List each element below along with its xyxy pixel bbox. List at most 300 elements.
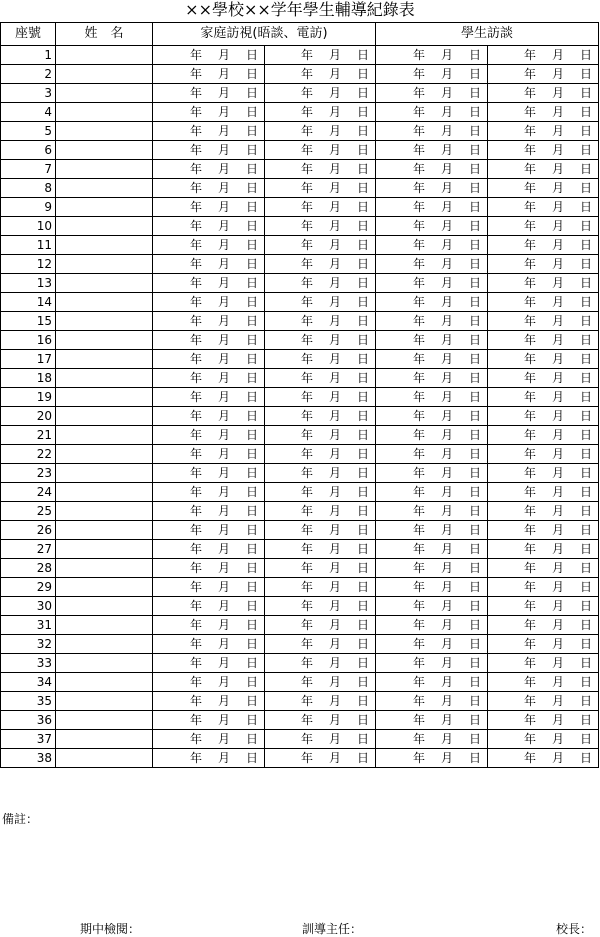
seat-number: 4 [1,103,56,122]
date-part-label: 月 [328,618,341,632]
student-interview-date-1[interactable] [376,483,488,502]
date-part-label: 年 [412,618,425,632]
date-part-label: 日 [580,599,593,613]
date-part-label: 年 [412,295,425,309]
student-interview-date-2[interactable] [488,483,599,502]
home-visit-date-1[interactable] [153,236,265,255]
date-part-label: 日 [245,143,258,157]
home-visit-date-2[interactable] [265,331,376,350]
name-cell[interactable] [56,103,153,122]
date-part-label: 月 [552,86,565,100]
home-visit-date-2[interactable] [265,502,376,521]
date-part-label: 年 [300,732,313,746]
date-part-label: 年 [412,200,425,214]
date-part-label: 年 [300,48,313,62]
home-visit-date-1[interactable] [153,122,265,141]
date-part-label: 日 [356,48,369,62]
name-cell[interactable] [56,730,153,749]
student-interview-date-1[interactable] [376,198,488,217]
home-visit-date-1[interactable] [153,331,265,350]
seat-number: 35 [1,692,56,711]
date-part-label: 年 [300,523,313,537]
table-row [1,103,599,122]
date-part-label: 日 [468,561,481,575]
date-part-label: 日 [580,447,593,461]
date-part-label: 年 [524,542,537,556]
name-cell[interactable] [56,426,153,445]
home-visit-date-2[interactable] [265,521,376,540]
student-interview-date-1[interactable] [376,65,488,84]
home-visit-date-1[interactable] [153,578,265,597]
student-interview-date-2[interactable] [488,46,599,65]
name-cell[interactable] [56,369,153,388]
home-visit-date-1[interactable] [153,635,265,654]
home-visit-date-2[interactable] [265,122,376,141]
date-part-label: 年 [524,485,537,499]
student-interview-date-2[interactable] [488,502,599,521]
home-visit-date-1[interactable] [153,464,265,483]
home-visit-date-1[interactable] [153,198,265,217]
name-cell[interactable] [56,521,153,540]
home-visit-date-2[interactable] [265,540,376,559]
home-visit-date-1[interactable] [153,350,265,369]
date-part-label: 月 [328,713,341,727]
student-interview-date-2[interactable] [488,388,599,407]
home-visit-date-1[interactable] [153,274,265,293]
date-part-label: 年 [300,694,313,708]
student-interview-date-1[interactable] [376,236,488,255]
home-visit-date-2[interactable] [265,635,376,654]
date-part-label: 年 [412,485,425,499]
home-visit-date-2[interactable] [265,198,376,217]
date-part-label: 月 [552,124,565,138]
date-part-label: 日 [468,447,481,461]
student-interview-date-2[interactable] [488,65,599,84]
home-visit-date-2[interactable] [265,46,376,65]
name-cell[interactable] [56,407,153,426]
date-part-label: 月 [328,276,341,290]
student-interview-date-2[interactable] [488,464,599,483]
midterm-review-label: 期中檢閱： [80,922,141,936]
date-part-label: 月 [217,504,230,518]
home-visit-date-2[interactable] [265,293,376,312]
table-row [1,578,599,597]
date-part-label: 年 [524,390,537,404]
home-visit-date-1[interactable] [153,388,265,407]
home-visit-date-2[interactable] [265,103,376,122]
date-part-label: 日 [245,124,258,138]
name-cell[interactable] [56,388,153,407]
student-interview-date-1[interactable] [376,445,488,464]
date-part-label: 月 [217,542,230,556]
name-cell[interactable] [56,46,153,65]
seat-number: 28 [1,559,56,578]
home-visit-date-2[interactable] [265,407,376,426]
date-part-label: 月 [440,238,453,252]
student-interview-date-1[interactable] [376,179,488,198]
name-cell[interactable] [56,578,153,597]
student-interview-date-1[interactable] [376,730,488,749]
student-interview-date-2[interactable] [488,236,599,255]
seat-number: 21 [1,426,56,445]
name-cell[interactable] [56,711,153,730]
student-interview-date-1[interactable] [376,84,488,103]
date-part-label: 日 [468,181,481,195]
name-cell[interactable] [56,464,153,483]
date-part-label: 月 [217,599,230,613]
student-interview-date-2[interactable] [488,103,599,122]
student-interview-date-2[interactable] [488,84,599,103]
student-interview-date-1[interactable] [376,217,488,236]
home-visit-date-2[interactable] [265,559,376,578]
name-cell[interactable] [56,122,153,141]
student-interview-date-1[interactable] [376,122,488,141]
student-interview-date-1[interactable] [376,293,488,312]
student-interview-date-1[interactable] [376,160,488,179]
student-interview-date-1[interactable] [376,103,488,122]
home-visit-date-2[interactable] [265,236,376,255]
date-part-label: 月 [328,732,341,746]
date-part-label: 年 [412,105,425,119]
student-interview-date-1[interactable] [376,388,488,407]
home-visit-date-2[interactable] [265,312,376,331]
date-part-label: 年 [412,751,425,765]
name-cell[interactable] [56,692,153,711]
student-interview-date-2[interactable] [488,407,599,426]
name-cell[interactable] [56,236,153,255]
home-visit-date-1[interactable] [153,141,265,160]
date-part-label: 年 [189,352,202,366]
home-visit-date-1[interactable] [153,749,265,768]
student-interview-date-2[interactable] [488,369,599,388]
name-cell[interactable] [56,540,153,559]
student-interview-date-2[interactable] [488,312,599,331]
table-row [1,483,599,502]
student-interview-date-1[interactable] [376,711,488,730]
home-visit-date-2[interactable] [265,616,376,635]
date-part-label: 日 [580,371,593,385]
student-interview-date-2[interactable] [488,559,599,578]
date-part-label: 月 [440,48,453,62]
home-visit-date-2[interactable] [265,84,376,103]
home-visit-date-1[interactable] [153,217,265,236]
table-row [1,46,599,65]
student-interview-date-2[interactable] [488,445,599,464]
home-visit-date-1[interactable] [153,255,265,274]
name-cell[interactable] [56,749,153,768]
student-interview-date-2[interactable] [488,635,599,654]
date-part-label: 月 [552,751,565,765]
name-cell[interactable] [56,616,153,635]
home-visit-date-2[interactable] [265,654,376,673]
home-visit-date-2[interactable] [265,160,376,179]
name-cell[interactable] [56,217,153,236]
date-part-label: 日 [580,86,593,100]
home-visit-date-1[interactable] [153,559,265,578]
student-interview-date-2[interactable] [488,521,599,540]
date-part-label: 日 [580,314,593,328]
date-part-label: 年 [189,219,202,233]
student-interview-date-1[interactable] [376,692,488,711]
table-row [1,141,599,160]
student-interview-date-2[interactable] [488,597,599,616]
home-visit-date-2[interactable] [265,369,376,388]
name-cell[interactable] [56,255,153,274]
name-cell[interactable] [56,312,153,331]
date-part-label: 月 [217,580,230,594]
date-part-label: 年 [524,67,537,81]
student-interview-date-1[interactable] [376,502,488,521]
name-cell[interactable] [56,597,153,616]
student-interview-date-2[interactable] [488,426,599,445]
student-interview-date-2[interactable] [488,122,599,141]
date-part-label: 日 [245,694,258,708]
date-part-label: 日 [356,314,369,328]
home-visit-date-1[interactable] [153,616,265,635]
student-interview-date-1[interactable] [376,407,488,426]
date-part-label: 月 [552,694,565,708]
home-visit-date-2[interactable] [265,350,376,369]
name-cell[interactable] [56,160,153,179]
date-part-label: 月 [328,580,341,594]
student-interview-date-2[interactable] [488,616,599,635]
student-interview-date-1[interactable] [376,616,488,635]
home-visit-date-2[interactable] [265,426,376,445]
home-visit-date-2[interactable] [265,255,376,274]
student-interview-date-2[interactable] [488,217,599,236]
name-cell[interactable] [56,65,153,84]
date-part-label: 年 [524,181,537,195]
date-part-label: 日 [468,485,481,499]
home-visit-date-2[interactable] [265,179,376,198]
home-visit-date-1[interactable] [153,483,265,502]
date-part-label: 日 [245,561,258,575]
student-interview-date-1[interactable] [376,46,488,65]
home-visit-date-2[interactable] [265,65,376,84]
student-interview-date-2[interactable] [488,673,599,692]
home-visit-date-1[interactable] [153,179,265,198]
student-interview-date-2[interactable] [488,692,599,711]
date-part-label: 日 [580,352,593,366]
home-visit-date-1[interactable] [153,711,265,730]
name-cell[interactable] [56,198,153,217]
home-visit-date-2[interactable] [265,464,376,483]
date-part-label: 月 [552,428,565,442]
name-cell[interactable] [56,483,153,502]
home-visit-date-1[interactable] [153,445,265,464]
name-cell[interactable] [56,673,153,692]
date-part-label: 日 [245,656,258,670]
date-part-label: 日 [468,276,481,290]
name-cell[interactable] [56,635,153,654]
date-part-label: 日 [245,371,258,385]
student-interview-date-1[interactable] [376,369,488,388]
student-interview-date-1[interactable] [376,654,488,673]
home-visit-date-1[interactable] [153,160,265,179]
student-interview-date-2[interactable] [488,141,599,160]
student-interview-date-1[interactable] [376,540,488,559]
home-visit-date-1[interactable] [153,692,265,711]
name-cell[interactable] [56,179,153,198]
student-interview-date-2[interactable] [488,540,599,559]
date-part-label: 年 [300,200,313,214]
student-interview-date-1[interactable] [376,673,488,692]
date-part-label: 日 [468,656,481,670]
date-part-label: 日 [468,67,481,81]
home-visit-date-1[interactable] [153,46,265,65]
date-part-label: 年 [412,637,425,651]
date-part-label: 日 [580,694,593,708]
date-part-label: 年 [189,485,202,499]
home-visit-date-1[interactable] [153,521,265,540]
date-part-label: 日 [245,219,258,233]
student-interview-date-2[interactable] [488,160,599,179]
date-part-label: 日 [245,352,258,366]
name-cell[interactable] [56,141,153,160]
home-visit-date-2[interactable] [265,597,376,616]
date-part-label: 月 [328,219,341,233]
date-part-label: 日 [356,219,369,233]
student-interview-date-1[interactable] [376,426,488,445]
home-visit-date-1[interactable] [153,293,265,312]
date-part-label: 日 [468,219,481,233]
home-visit-date-2[interactable] [265,141,376,160]
student-interview-date-1[interactable] [376,559,488,578]
date-part-label: 年 [412,732,425,746]
home-visit-date-2[interactable] [265,692,376,711]
student-interview-date-2[interactable] [488,350,599,369]
date-part-label: 日 [245,238,258,252]
home-visit-date-2[interactable] [265,445,376,464]
date-part-label: 日 [356,637,369,651]
seat-number: 22 [1,445,56,464]
date-part-label: 月 [552,371,565,385]
date-part-label: 年 [412,561,425,575]
student-interview-date-2[interactable] [488,578,599,597]
student-interview-date-2[interactable] [488,331,599,350]
date-part-label: 年 [412,86,425,100]
home-visit-date-1[interactable] [153,673,265,692]
student-interview-date-1[interactable] [376,141,488,160]
student-interview-date-1[interactable] [376,274,488,293]
student-interview-date-2[interactable] [488,198,599,217]
student-interview-date-1[interactable] [376,331,488,350]
home-visit-date-1[interactable] [153,730,265,749]
home-visit-date-2[interactable] [265,711,376,730]
name-cell[interactable] [56,654,153,673]
home-visit-date-2[interactable] [265,217,376,236]
student-interview-date-1[interactable] [376,635,488,654]
date-part-label: 月 [217,618,230,632]
date-part-label: 年 [524,599,537,613]
home-visit-date-1[interactable] [153,312,265,331]
date-part-label: 月 [440,333,453,347]
student-interview-date-2[interactable] [488,654,599,673]
date-part-label: 月 [440,257,453,271]
date-part-label: 年 [524,200,537,214]
student-interview-date-1[interactable] [376,350,488,369]
student-interview-date-1[interactable] [376,312,488,331]
student-interview-date-1[interactable] [376,578,488,597]
home-visit-date-2[interactable] [265,730,376,749]
home-visit-date-1[interactable] [153,597,265,616]
date-part-label: 日 [468,409,481,423]
student-interview-date-2[interactable] [488,293,599,312]
name-cell[interactable] [56,293,153,312]
date-part-label: 日 [245,637,258,651]
student-interview-date-2[interactable] [488,749,599,768]
home-visit-date-1[interactable] [153,426,265,445]
date-part-label: 日 [356,732,369,746]
date-part-label: 月 [440,675,453,689]
home-visit-date-1[interactable] [153,502,265,521]
date-part-label: 年 [524,257,537,271]
home-visit-date-1[interactable] [153,540,265,559]
home-visit-date-2[interactable] [265,274,376,293]
home-visit-date-1[interactable] [153,84,265,103]
seat-number: 3 [1,84,56,103]
date-part-label: 年 [189,580,202,594]
date-part-label: 日 [356,428,369,442]
student-interview-date-2[interactable] [488,255,599,274]
home-visit-date-2[interactable] [265,578,376,597]
date-part-label: 年 [300,485,313,499]
date-part-label: 日 [245,732,258,746]
student-interview-date-1[interactable] [376,255,488,274]
home-visit-date-1[interactable] [153,369,265,388]
date-part-label: 月 [440,390,453,404]
home-visit-date-1[interactable] [153,407,265,426]
home-visit-date-2[interactable] [265,483,376,502]
date-part-label: 日 [580,181,593,195]
student-interview-date-2[interactable] [488,274,599,293]
date-part-label: 月 [217,675,230,689]
date-part-label: 日 [580,257,593,271]
table-row [1,597,599,616]
student-interview-date-1[interactable] [376,597,488,616]
student-interview-date-1[interactable] [376,749,488,768]
student-interview-date-2[interactable] [488,711,599,730]
date-part-label: 日 [580,656,593,670]
student-interview-date-1[interactable] [376,521,488,540]
home-visit-date-1[interactable] [153,654,265,673]
home-visit-date-1[interactable] [153,103,265,122]
date-part-label: 月 [552,485,565,499]
home-visit-date-2[interactable] [265,749,376,768]
student-interview-date-2[interactable] [488,179,599,198]
date-part-label: 年 [300,295,313,309]
date-part-label: 月 [552,181,565,195]
name-cell[interactable] [56,331,153,350]
student-interview-date-2[interactable] [488,730,599,749]
name-cell[interactable] [56,350,153,369]
date-part-label: 年 [412,504,425,518]
date-part-label: 日 [245,257,258,271]
student-interview-date-1[interactable] [376,464,488,483]
home-visit-date-2[interactable] [265,388,376,407]
name-cell[interactable] [56,84,153,103]
date-part-label: 年 [524,751,537,765]
home-visit-date-2[interactable] [265,673,376,692]
name-cell[interactable] [56,559,153,578]
date-part-label: 月 [328,485,341,499]
name-cell[interactable] [56,502,153,521]
name-cell[interactable] [56,274,153,293]
home-visit-date-1[interactable] [153,65,265,84]
table-row [1,293,599,312]
date-part-label: 月 [217,124,230,138]
name-cell[interactable] [56,445,153,464]
